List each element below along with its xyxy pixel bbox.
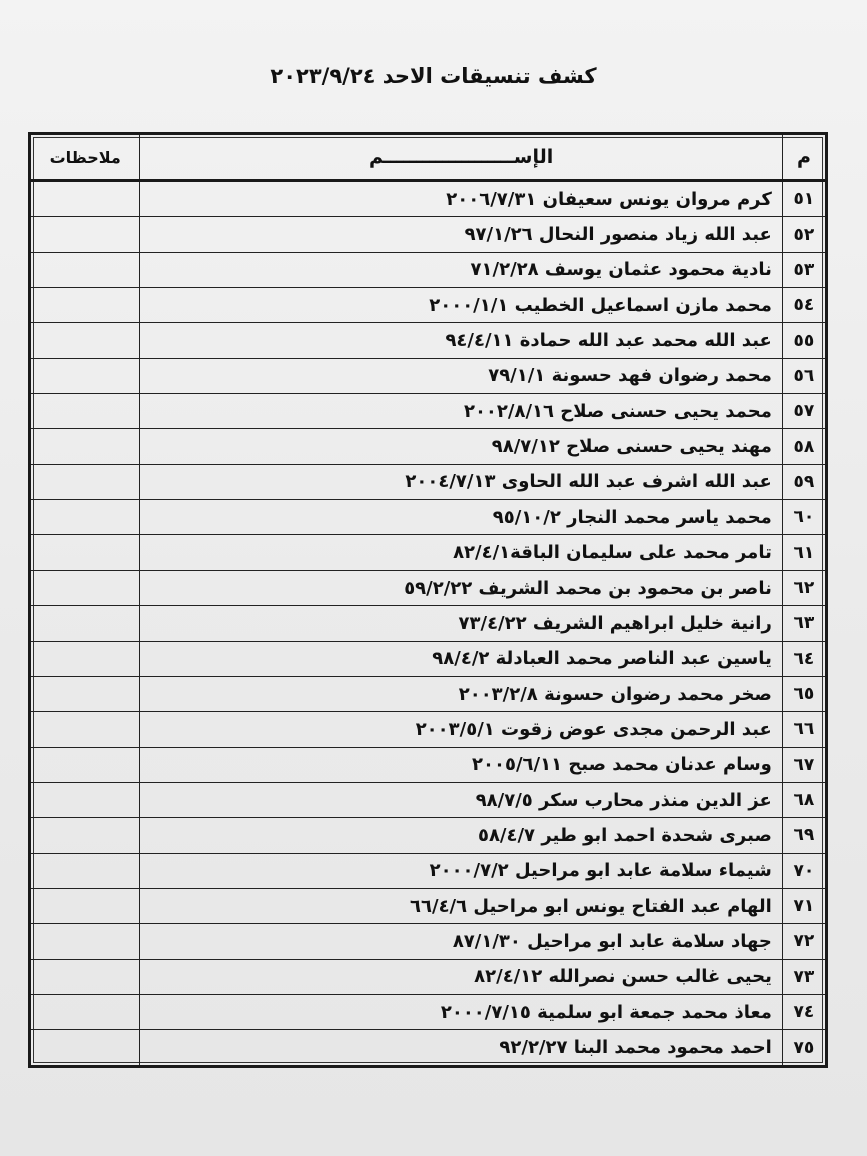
row-notes — [30, 853, 140, 888]
row-notes — [30, 747, 140, 782]
row-number: ٥٤ — [782, 288, 826, 323]
row-notes — [30, 888, 140, 923]
table-body — [30, 181, 827, 1067]
row-name: عبد الله اشرف عبد الله الحاوى ٢٠٠٤/٧/١٣ — [140, 464, 782, 499]
table-row — [30, 888, 827, 923]
row-name: رانية خليل ابراهيم الشريف ٧٣/٤/٢٢ — [140, 606, 782, 641]
table-row — [30, 712, 827, 747]
table-row — [30, 782, 827, 817]
table-row — [30, 535, 827, 570]
row-name: جهاد سلامة عابد ابو مراحيل ٨٧/١/٣٠ — [140, 924, 782, 959]
row-notes — [30, 535, 140, 570]
row-number: ٦٨ — [782, 782, 826, 817]
row-number: ٧٠ — [782, 853, 826, 888]
row-number: ٥٧ — [782, 394, 826, 429]
row-notes — [30, 959, 140, 994]
row-number: ٦١ — [782, 535, 826, 570]
row-name: يحيى غالب حسن نصرالله ٨٢/٤/١٢ — [140, 959, 782, 994]
row-number: ٥٨ — [782, 429, 826, 464]
table-row — [30, 641, 827, 676]
row-number: ٦٢ — [782, 570, 826, 605]
table-row — [30, 994, 827, 1029]
row-name: وسام عدنان محمد صبح ٢٠٠٥/٦/١١ — [140, 747, 782, 782]
row-notes — [30, 676, 140, 711]
row-notes — [30, 358, 140, 393]
header-row — [30, 134, 827, 181]
row-name: ياسين عبد الناصر محمد العبادلة ٩٨/٤/٢ — [140, 641, 782, 676]
row-number: ٦٩ — [782, 818, 826, 853]
row-notes — [30, 994, 140, 1029]
row-number: ٥٩ — [782, 464, 826, 499]
row-notes — [30, 394, 140, 429]
row-number: ٧٢ — [782, 924, 826, 959]
row-notes — [30, 500, 140, 535]
row-name: محمد رضوان فهد حسونة ٧٩/١/١ — [140, 358, 782, 393]
table-row — [30, 288, 827, 323]
row-name: معاذ محمد جمعة ابو سلمية ٢٠٠٠/٧/١٥ — [140, 994, 782, 1029]
row-notes — [30, 712, 140, 747]
table-header — [30, 134, 827, 181]
row-notes — [30, 181, 140, 217]
row-name: احمد محمود محمد البنا ٩٢/٢/٢٧ — [140, 1030, 782, 1067]
row-number: ٥١ — [782, 181, 826, 217]
row-name: محمد يحيى حسنى صلاح ٢٠٠٢/٨/١٦ — [140, 394, 782, 429]
page-title: كشف تنسيقات الاحد ٢٠٢٣/٩/٢٤ — [270, 64, 597, 88]
row-name: محمد ياسر محمد النجار ٩٥/١٠/٢ — [140, 500, 782, 535]
row-name: مهند يحيى حسنى صلاح ٩٨/٧/١٢ — [140, 429, 782, 464]
table-row — [30, 747, 827, 782]
row-notes — [30, 606, 140, 641]
row-notes — [30, 641, 140, 676]
row-number: ٥٥ — [782, 323, 826, 358]
row-name: عبد الله محمد عبد الله حمادة ٩٤/٤/١١ — [140, 323, 782, 358]
row-name: محمد مازن اسماعيل الخطيب ٢٠٠٠/١/١ — [140, 288, 782, 323]
row-name: صبرى شحدة احمد ابو طير ٥٨/٤/٧ — [140, 818, 782, 853]
row-notes — [30, 464, 140, 499]
row-number: ٧١ — [782, 888, 826, 923]
table-row — [30, 500, 827, 535]
row-name: عبد الله زياد منصور النحال ٩٧/١/٢٦ — [140, 217, 782, 252]
row-name: كرم مروان يونس سعيفان ٢٠٠٦/٧/٣١ — [140, 181, 782, 217]
row-number: ٦٠ — [782, 500, 826, 535]
row-name: الهام عبد الفتاح يونس ابو مراحيل ٦٦/٤/٦ — [140, 888, 782, 923]
table-row — [30, 429, 827, 464]
table-row — [30, 959, 827, 994]
row-name: نادية محمود عثمان يوسف ٧١/٢/٢٨ — [140, 252, 782, 287]
row-number: ٧٥ — [782, 1030, 826, 1067]
row-notes — [30, 1030, 140, 1067]
table-row — [30, 924, 827, 959]
row-number: ٧٤ — [782, 994, 826, 1029]
header-name — [140, 134, 782, 181]
row-number: ٥٣ — [782, 252, 826, 287]
row-notes — [30, 570, 140, 605]
row-name: صخر محمد رضوان حسونة ٢٠٠٣/٢/٨ — [140, 676, 782, 711]
table-row — [30, 394, 827, 429]
row-number: ٧٣ — [782, 959, 826, 994]
header-name-label: الإســــــــــــــــــــم — [369, 146, 554, 168]
row-number: ٦٣ — [782, 606, 826, 641]
row-number: ٦٧ — [782, 747, 826, 782]
header-number: م — [782, 134, 826, 181]
row-notes — [30, 782, 140, 817]
row-notes — [30, 818, 140, 853]
table-row — [30, 464, 827, 499]
row-notes — [30, 217, 140, 252]
table-row — [30, 323, 827, 358]
table-row — [30, 252, 827, 287]
header-notes: ملاحظات — [30, 134, 140, 181]
row-number: ٦٥ — [782, 676, 826, 711]
row-notes — [30, 429, 140, 464]
row-name: ناصر بن محمود بن محمد الشريف ٥٩/٢/٢٢ — [140, 570, 782, 605]
row-number: ٥٢ — [782, 217, 826, 252]
names-table — [28, 132, 828, 1068]
table-row — [30, 818, 827, 853]
table-row — [30, 570, 827, 605]
row-name: عز الدين منذر محارب سكر ٩٨/٧/٥ — [140, 782, 782, 817]
row-name: عبد الرحمن مجدى عوض زقوت ٢٠٠٣/٥/١ — [140, 712, 782, 747]
row-notes — [30, 288, 140, 323]
row-name: تامر محمد على سليمان الباقة٨٢/٤/١ — [140, 535, 782, 570]
row-name: شيماء سلامة عابد ابو مراحيل ٢٠٠٠/٧/٢ — [140, 853, 782, 888]
row-number: ٥٦ — [782, 358, 826, 393]
row-number: ٦٦ — [782, 712, 826, 747]
table-row — [30, 217, 827, 252]
table-row — [30, 853, 827, 888]
table-row — [30, 358, 827, 393]
row-notes — [30, 924, 140, 959]
table-row — [30, 676, 827, 711]
row-notes — [30, 252, 140, 287]
table-row — [30, 181, 827, 217]
row-number: ٦٤ — [782, 641, 826, 676]
table-row — [30, 606, 827, 641]
table-row — [30, 1030, 827, 1067]
row-notes — [30, 323, 140, 358]
